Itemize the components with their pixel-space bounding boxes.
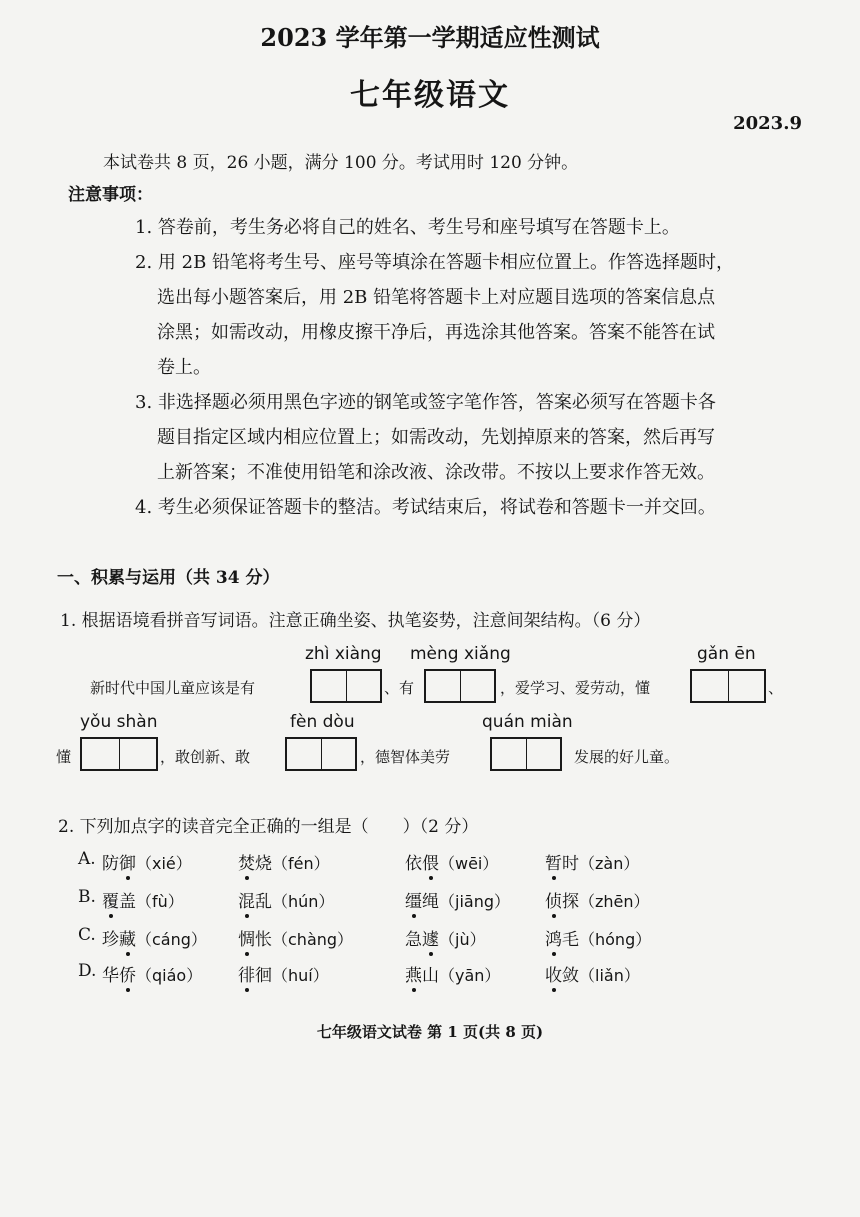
exam-intro: 本试卷共 8 页，26 小题，满分 100 分。考试用时 120 分钟。 [103,153,579,173]
option-word [238,961,329,986]
pronunciation: （cáng） [136,930,207,949]
question-1-prompt: 1. 根据语境看拼音写词语。注意正确坐姿、执笔姿势，注意间架结构。（6 分） [60,611,651,631]
word-part: 探 [562,892,579,912]
dotted-character: 暂 [545,849,562,874]
subject-title: 七年级语文 [350,78,510,113]
option-label: A. [78,849,96,869]
notice-line: 1. 答卷前，考生务必将自己的姓名、考生号和座号填写在答题卡上。 [135,217,680,238]
context-text: 、有 [384,679,415,697]
notice-line: 2. 用 2B 铅笔将考生号、座号等填涂在答题卡相应位置上。作答选择题时， [135,252,735,273]
pronunciation: （hún） [272,892,335,911]
word-part: 烧 [255,854,272,874]
word-part: 珍 [102,930,119,950]
pinyin-label: yǒu shàn [80,712,158,732]
answer-box-ganen[interactable] [690,669,766,703]
pronunciation: （wēi） [439,854,499,873]
context-text: 新时代中国儿童应该是有 [90,679,256,697]
dotted-character: 覆 [102,887,119,912]
word-part: 毛 [562,930,579,950]
dotted-character: 缰 [405,887,422,912]
dotted-character: 惆 [238,925,255,950]
answer-box-fendou[interactable] [285,737,357,771]
option-word [102,887,184,912]
dotted-character: 鸿 [545,925,562,950]
pronunciation: （qiáo） [136,966,203,985]
pronunciation: （xié） [136,854,192,873]
dotted-character: 焚 [238,849,255,874]
word-part: 绳 [422,892,439,912]
option-word [405,925,486,950]
word-part: 防 [102,854,119,874]
notice-line: 上新答案；不准使用铅笔和涂改液、涂改带。不按以上要求作答无效。 [157,462,715,483]
word-part: 时 [562,854,579,874]
option-word [238,849,330,874]
pinyin-label: fèn dòu [290,712,355,732]
dotted-character: 徘 [238,961,255,986]
answer-box-mengxiang[interactable] [424,669,496,703]
question-2-prompt: 2. 下列加点字的读音完全正确的一组是（ ）（2 分） [58,817,479,837]
notice-line: 3. 非选择题必须用黑色字迹的钢笔或签字笔作答，答案必须写在答题卡各 [135,392,716,413]
dotted-character: 燕 [405,961,422,986]
pinyin-label: zhì xiàng [305,644,382,664]
dotted-character: 收 [545,961,562,986]
pronunciation: （jiāng） [439,892,510,911]
option-word [102,925,207,950]
dotted-character: 遽 [422,925,439,950]
pinyin-label: mèng xiǎng [410,644,511,664]
pronunciation: （fù） [136,892,184,911]
word-part: 依 [405,854,422,874]
notice-line: 4. 考生必须保证答题卡的整洁。考试结束后，将试卷和答题卡一并交回。 [135,497,716,518]
option-label: D. [78,961,97,981]
context-text: 懂 [56,748,72,766]
pronunciation: （yān） [439,966,501,985]
option-word [405,961,500,986]
pronunciation: （chàng） [272,930,354,949]
option-word [545,849,639,874]
option-word [545,887,650,912]
pronunciation: （jù） [439,930,486,949]
notice-title: 注意事项： [68,185,153,205]
pronunciation: （hóng） [579,930,652,949]
context-text: ，爱学习、爱劳动，懂 [500,679,651,697]
section-heading: 一、积累与运用（共 34 分） [57,568,280,588]
word-part: 敛 [562,966,579,986]
notice-line: 卷上。 [157,357,211,378]
pronunciation: （huí） [272,966,329,985]
dotted-character: 御 [119,849,136,874]
dotted-character: 藏 [119,925,136,950]
word-part: 山 [422,966,439,986]
word-part: 徊 [255,966,272,986]
option-word [545,925,651,950]
option-word [102,849,192,874]
option-label: C. [78,925,96,945]
notice-line: 题目指定区域内相应位置上；如需改动，先划掉原来的答案，然后再写 [157,427,715,448]
exam-date: 2023.9 [733,113,802,134]
pinyin-label: gǎn ēn [697,644,756,664]
dotted-character: 侦 [545,887,562,912]
dotted-character: 混 [238,887,255,912]
word-part: 盖 [119,892,136,912]
word-part: 急 [405,930,422,950]
answer-box-quanmian[interactable] [490,737,562,771]
option-label: B. [78,887,96,907]
context-text: 发展的好儿童。 [574,748,680,766]
dotted-character: 侨 [119,961,136,986]
context-text: ，德智体美劳 [360,748,451,766]
word-part: 乱 [255,892,272,912]
pronunciation: （zàn） [579,854,640,873]
option-word [405,887,510,912]
option-word [102,961,202,986]
notice-line: 选出每小题答案后，用 2B 铅笔将答题卡上对应题目选项的答案信息点 [157,287,716,308]
answer-box-youshan[interactable] [80,737,158,771]
option-word [545,961,640,986]
pronunciation: （fén） [272,854,330,873]
pinyin-label: quán miàn [482,712,573,732]
option-word [405,849,498,874]
context-text: 、 [768,679,784,697]
pronunciation: （zhēn） [579,892,650,911]
option-word [238,925,353,950]
option-word [238,887,334,912]
page-footer: 七年级语文试卷 第 1 页(共 8 页) [316,1023,544,1041]
exam-title: 2023 学年第一学期适应性测试 [260,23,600,52]
context-text: ，敢创新、敢 [160,748,251,766]
notice-line: 涂黑；如需改动，用橡皮擦干净后，再选涂其他答案。答案不能答在试 [157,322,715,343]
answer-box-zhixiang[interactable] [310,669,382,703]
word-part: 怅 [255,930,272,950]
dotted-character: 偎 [422,849,439,874]
word-part: 华 [102,966,119,986]
pronunciation: （liǎn） [579,966,640,985]
